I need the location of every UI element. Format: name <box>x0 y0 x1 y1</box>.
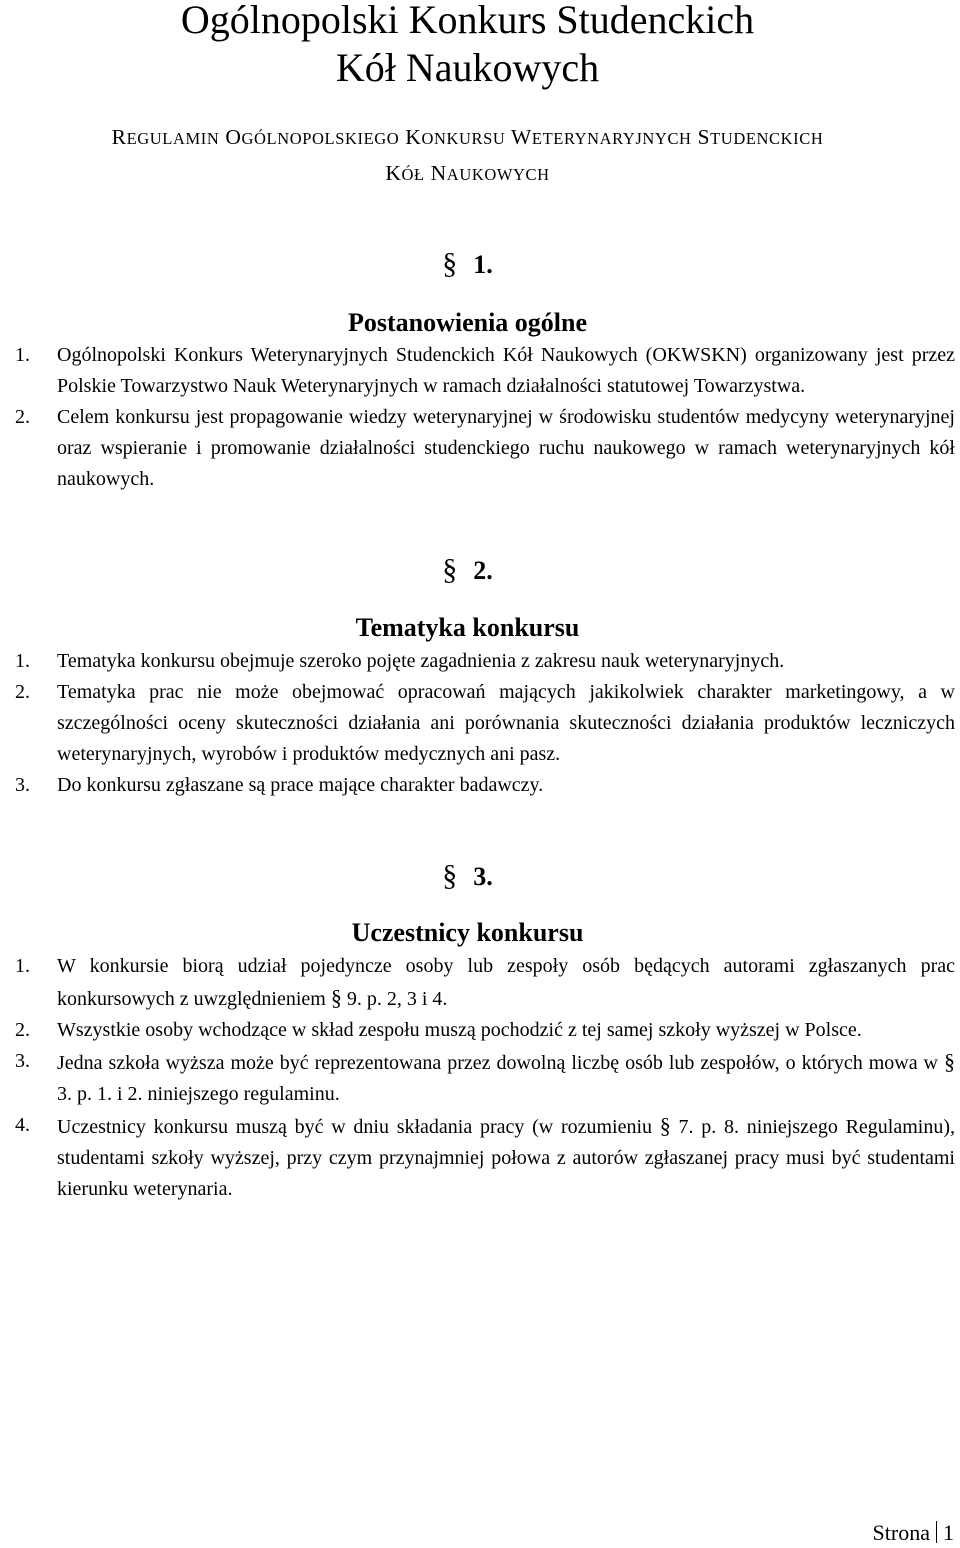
section-sign-icon: § <box>330 985 342 1010</box>
section-3-title: Uczestnicy konkursu <box>351 918 584 947</box>
list-item: 2. Tematyka prac nie może obejmować opracowań mających jakikolwiek charakter marketingowy, a w szczególności oceny skuteczności działania ani porównania skuteczności działania produktów leczniczych weterynaryjnych, wyrobów i produktów medycznych ani pasz. <box>15 681 955 765</box>
document-subtitle: REGULAMIN OGÓLNOPOLSKIEGO KONKURSU WETERYNARYJNYCH STUDENCKICH KÓŁ NAUKOWYCH <box>111 125 824 185</box>
section-2-list <box>0 646 955 801</box>
section-sign-icon: § <box>442 247 458 280</box>
footer-divider <box>936 1521 937 1543</box>
section-1-list <box>0 340 955 495</box>
document-title <box>0 0 935 92</box>
list-item: 3. Do konkursu zgłaszane są prace mające charakter badawczy. <box>15 774 544 796</box>
section-3-list <box>0 951 955 1205</box>
list-item: 2. Wszystkie osoby wchodzące w skład zespołu muszą pochodzić z tej samej szkoły wyższej w Polsce. <box>15 1019 862 1041</box>
list-item: 1. W konkursie biorą udział pojedyncze osoby lub zespoły osób będących autorami zgłaszanych prac konkursowych z uwzględnieniem § 9. p. 2, 3 i 4. <box>15 955 955 1010</box>
section-3-number: § 3. <box>442 859 493 892</box>
list-item: 3. Jedna szkoła wyższa może być reprezentowana przez dowolną liczbę osób lub zespołów, o których mowa w § 3. p. 1. i 2. niniejszego regulaminu. <box>15 1049 956 1105</box>
section-2-title: Tematyka konkursu <box>355 613 580 642</box>
section-sign-icon: § <box>442 859 458 892</box>
list-item: 4. Uczestnicy konkursu muszą być w dniu składania pracy (w rozumieniu § 7. p. 8. niniejszego Regulaminu), studentami szkoły wyższej, przy czym przynajmniej połowa z autorów zgłaszanej pracy musi być studentami kierunku weterynaria. <box>15 1113 956 1200</box>
section-1-number: § 1. <box>442 247 493 280</box>
list-item: 2. Celem konkursu jest propagowanie wiedzy weterynaryjnej w środowisku studentów medycyny weterynaryjnej oraz wspieranie i promowanie działalności studenckiego ruchu naukowego w ramach weterynaryjnych kół naukowych. <box>15 406 955 490</box>
page-label: Strona <box>872 1520 930 1545</box>
page-number: 1 <box>943 1520 954 1545</box>
section-2-number: § 2. <box>442 553 493 586</box>
section-sign-icon: § <box>442 553 458 586</box>
section-1-title: Postanowienia ogólne <box>347 308 588 337</box>
list-item: 1. Tematyka konkursu obejmuje szeroko pojęte zagadnienia z zakresu nauk weterynaryjnych. <box>15 650 785 672</box>
document-title-line-1: Ogólnopolski Konkurs Studenckich <box>180 0 755 42</box>
document-title-line-2: Kół Naukowych <box>335 45 600 90</box>
section-sign-icon: § <box>944 1049 956 1074</box>
section-sign-icon: § <box>659 1113 671 1138</box>
page-footer <box>873 1520 954 1546</box>
list-item: 1. Ogólnopolski Konkurs Weterynaryjnych Studenckich Kół Naukowych (OKWSKN) organizowany jest przez Polskie Towarzystwo Nauk Weterynaryjnych w ramach działalności statutowej Towarzystwa. <box>15 344 955 397</box>
